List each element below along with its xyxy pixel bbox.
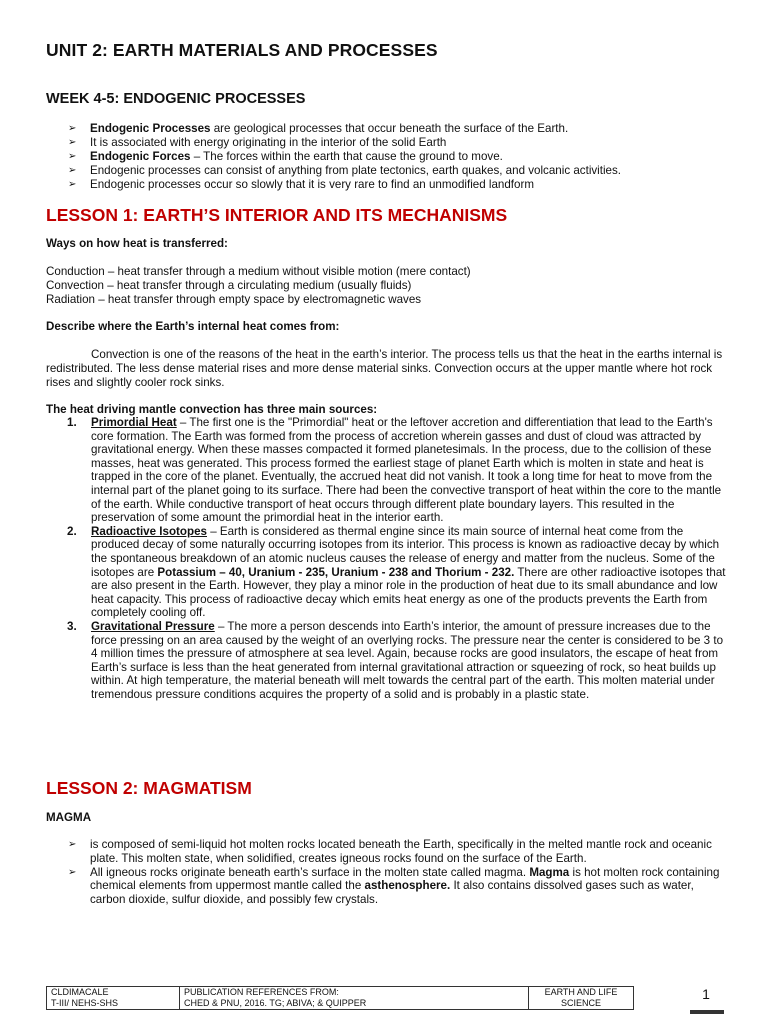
magma-bullet-list xyxy=(68,838,726,907)
lesson2-title: LESSON 2: MAGMATISM xyxy=(46,778,252,798)
ways-heading: Ways on how heat is transferred: xyxy=(46,237,228,250)
arrow-bullet-icon: ➢ xyxy=(68,179,77,190)
radioactive-isotopes-term: Radioactive Isotopes xyxy=(91,524,207,538)
list-item: ➢ Endogenic Processes are geological processes that occur beneath the surface of the Earth. xyxy=(68,122,569,135)
footer-author: CLDIMACALE T-III/ NEHS-SHS xyxy=(47,987,180,1010)
convection-line: Convection – heat transfer through a circulating medium (usually fluids) xyxy=(46,278,412,292)
describe-heading: Describe where the Earth’s internal heat comes from: xyxy=(46,320,340,333)
sources-heading: The heat driving mantle convection has three main sources: xyxy=(46,403,378,416)
list-item: ➢ Endogenic processes can consist of anything from plate tectonics, earth quakes, and volcanic activities. xyxy=(68,164,622,177)
list-item: ➢ Endogenic processes occur so slowly that it is very rare to find an unmodified landform xyxy=(68,178,534,191)
footer-table xyxy=(46,986,634,1010)
list-item: ➢ is composed of semi-liquid hot molten rocks located beneath the Earth, specifically in the melted mantle rock and oceanic plate. This molten state, when solidified, creates igneous rocks found on the surface of the Earth. xyxy=(68,838,712,865)
arrow-bullet-icon: ➢ xyxy=(68,165,77,176)
intro-bullet-list xyxy=(68,122,728,192)
arrow-bullet-icon: ➢ xyxy=(68,839,77,850)
page-number: 1 xyxy=(686,986,726,1002)
radiation-line: Radiation – heat transfer through empty space by electromagnetic waves xyxy=(46,292,422,306)
gravitational-pressure-term: Gravitational Pressure xyxy=(91,619,215,633)
primordial-heat-term: Primordial Heat xyxy=(91,416,177,429)
list-item: 1. Primordial Heat – The first one is the "Primordial" heat or the leftover accretion and differentiation that lead to the Earth's core formation. The Earth was formed from the process of accretion wherein gasses and dust of cloud was attracted by gravitational energy. When these masses compacted it formed planetesimals. In the process, due to the collision of these masses, heat was generated. This process formed the earliest stage of planet Earth which is molten in state and heat is trapped in the core of the planet. Eventually, the accrued heat did not vanish. It took a long time for heat to move from the internal part of the planet going to its surface. There had been the convective transport of heat within the core to the mantle of the earth. While conductive transport of heat occurs through different plate boundary layers. This resulted in the preservation of some amount the primordial heat in the interior earth. xyxy=(67,416,722,525)
magma-heading: MAGMA xyxy=(46,811,92,824)
list-item: 3. Gravitational Pressure – The more a person descends into Earth’s interior, the amount of pressure increases due to the force pressing on an area caused by the weight of an overlying rocks. The pressure near the center is considered to be 3 to 4 million times the pressure of atmosphere at sea level. Again, because rocks are good insulators, the escape of heat from Earth’s surface is less than the heat generated from internal gravitational attraction or squeezing of rock, so heat builds up within. At high temperature, the material beneath will melt towards the central part of the earth. This molten material under tremendous pressure conditions acquires the property of a solid and is probably in a plastic state. xyxy=(67,619,724,701)
lesson1-title: LESSON 1: EARTH’S INTERIOR AND ITS MECHANISMS xyxy=(46,205,508,225)
arrow-bullet-icon: ➢ xyxy=(68,866,77,878)
arrow-bullet-icon: ➢ xyxy=(68,123,77,134)
convection-paragraph: Convection is one of the reasons of the heat in the earth’s interior. The process tells us that the heat in the earths internal is redistributed. The less dense material rises and more dense material sinks. Convection occurs at the upper mantle where hot rock rises and slightly cooler rock sinks. xyxy=(46,348,723,389)
footer-subject: EARTH AND LIFE SCIENCE xyxy=(529,987,634,1010)
conduction-line: Conduction – heat transfer through a medium without visible motion (mere contact) xyxy=(46,265,471,278)
list-item: ➢ All igneous rocks originate beneath earth’s surface in the molten state called magma. Magma is hot molten rock containing chemical elements from uppermost mantle called the asthenosphere. It also contains dissolved gases such as water, carbon dioxide, sulfur dioxide, and possibly few crystals. xyxy=(68,865,720,907)
unit-title: UNIT 2: EARTH MATERIALS AND PROCESSES xyxy=(46,40,438,60)
list-item: ➢ Endogenic Forces – The forces within the earth that cause the ground to move. xyxy=(68,150,503,163)
heat-transfer-list xyxy=(46,265,726,306)
page-number-bar xyxy=(690,1010,724,1014)
arrow-bullet-icon: ➢ xyxy=(68,137,77,148)
list-item: ➢ It is associated with energy originating in the interior of the solid Earth xyxy=(68,136,447,149)
list-item: 2. Radioactive Isotopes – Earth is considered as thermal engine since its main source of internal heat come from the produced decay of some naturally occurring isotopes from its interior. This process is known as radioactive decay by which the spontaneous breakdown of an atomic nucleus causes the release of energy and matter from the nucleus. Some of the isotopes are Potassium – 40, Uranium - 235, Uranium - 238 and Thorium - 232. There are other radioactive isotopes that are also present in the Earth. However, they play a minor role in the production of heat due to its small abundance and low heat capacity. This process of radioactive decay which emits heat energy as one of the products prevents the Earth from completely cooling off. xyxy=(67,524,726,620)
heat-sources-list xyxy=(46,416,726,701)
week-title: WEEK 4-5: ENDOGENIC PROCESSES xyxy=(46,91,306,107)
footer-references: PUBLICATION REFERENCES FROM: CHED & PNU, 2016. TG; ABIVA; & QUIPPER xyxy=(180,987,529,1010)
arrow-bullet-icon: ➢ xyxy=(68,151,77,162)
